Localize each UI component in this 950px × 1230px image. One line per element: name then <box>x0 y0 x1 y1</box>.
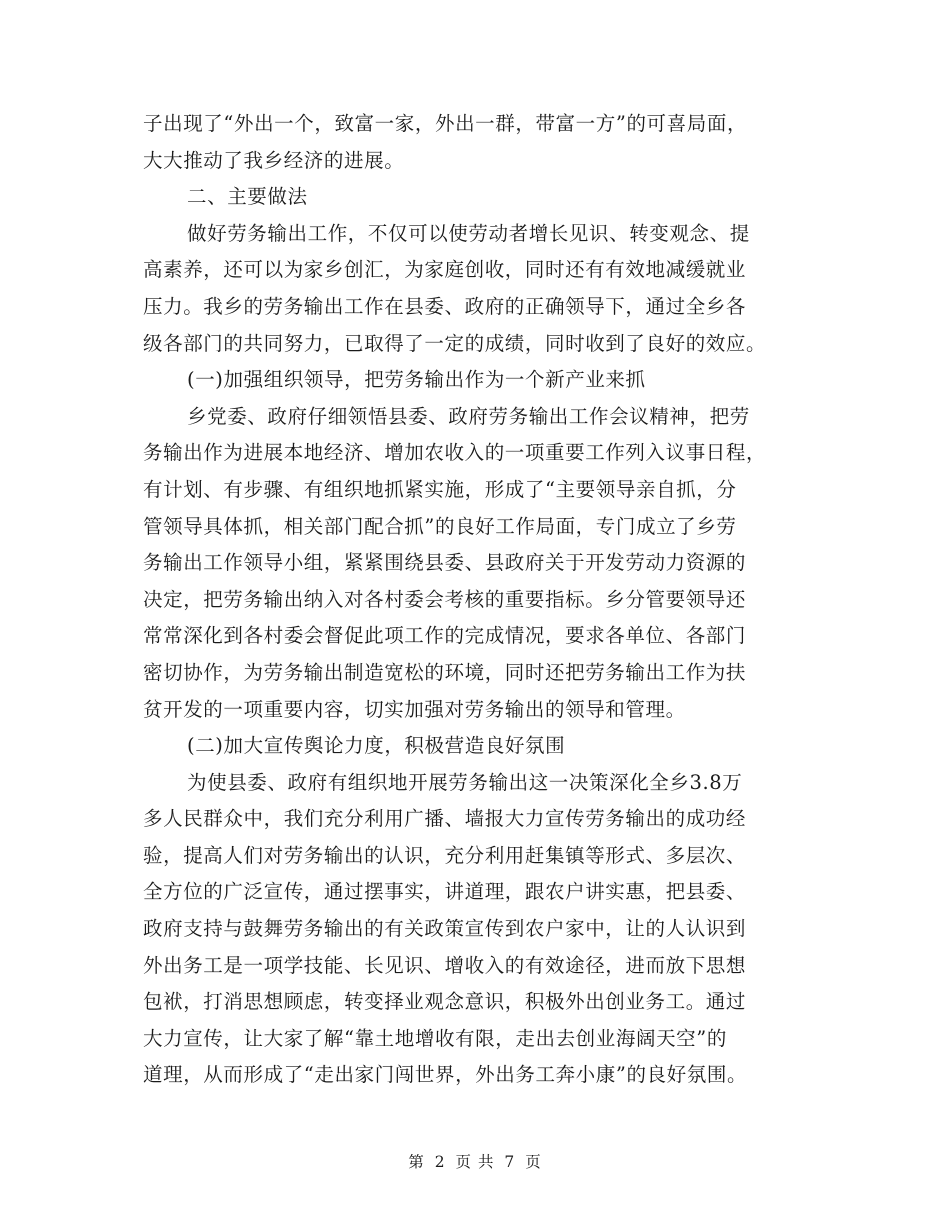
text-line: 大大推动了我乡经济的进展。 <box>143 148 405 172</box>
page-footer <box>0 1150 950 1172</box>
text-line: 决定，把劳务输出纳入对各村委会考核的重要指标。乡分管要领导还 <box>143 587 747 611</box>
text-line: 密切协作，为劳务输出制造宽松的环境，同时还把劳务输出工作为扶 <box>143 660 747 684</box>
text-line: 二、主要做法 <box>187 185 308 209</box>
text-line: 全方位的广泛宣传，通过摆事实，讲道理，跟农户讲实惠，把县委、 <box>143 880 747 904</box>
text-line: 包袱，打消思想顾虑，转变择业观念意识，积极外出创业务工。通过 <box>143 990 747 1014</box>
text-line: (二)加大宣传舆论力度，积极营造良好氛围 <box>187 734 566 758</box>
footer-total-pages: 7 <box>504 1153 516 1171</box>
text-line: 多人民群众中，我们充分利用广播、墙报大力宣传劳务输出的成功经 <box>143 807 747 831</box>
text-line: 常常深化到各村委会督促此项工作的完成情况，要求各单位、各部门 <box>143 624 747 648</box>
footer-current-page: 2 <box>434 1153 446 1171</box>
footer-prefix: 第 <box>408 1153 425 1171</box>
text-line: 为使县委、政府有组织地开展劳务输出这一决策深化全乡3.8万 <box>187 770 743 794</box>
text-line: 乡党委、政府仔细领悟县委、政府劳务输出工作会议精神，把劳 <box>187 404 750 428</box>
footer-suffix: 页 <box>525 1153 542 1171</box>
text-line: 高素养，还可以为家乡创汇，为家庭创收，同时还有有效地减缓就业 <box>143 258 747 282</box>
text-line: 级各部门的共同努力，已取得了一定的成绩，同时收到了良好的效应。 <box>143 331 767 355</box>
text-line: 管领导具体抓，相关部门配合抓”的良好工作局面，专门成立了乡劳 <box>143 514 737 538</box>
text-line: 做好劳务输出工作，不仅可以使劳动者增长见识、转变观念、提 <box>187 221 750 245</box>
text-line: 压力。我乡的劳务输出工作在县委、政府的正确领导下，通过全乡各 <box>143 294 747 318</box>
text-line: 有计划、有步骤、有组织地抓紧实施，形成了“主要领导亲自抓，分 <box>143 477 737 501</box>
text-line: (一)加强组织领导，把劳务输出作为一个新产业来抓 <box>187 368 646 392</box>
text-line: 道理，从而形成了“走出家门闯世界，外出务工奔小康”的良好氛围。 <box>143 1063 748 1087</box>
text-line: 子出现了“外出一个，致富一家，外出一群，带富一方”的可喜局面， <box>143 112 748 135</box>
text-line: 务输出工作领导小组，紧紧围绕县委、县政府关于开发劳动力资源的 <box>143 551 747 575</box>
text-line: 大力宣传，让大家了解“靠土地增收有限，走出去创业海阔天空”的 <box>143 1026 727 1050</box>
footer-middle: 页 共 <box>455 1153 495 1171</box>
text-line: 贫开发的一项重要内容，切实加强对劳务输出的领导和管理。 <box>143 697 686 721</box>
text-line: 务输出作为进展本地经济、增加农收入的一项重要工作列入议事日程， <box>143 441 767 465</box>
text-line: 外出务工是一项学技能、长见识、增收入的有效途径，进而放下思想 <box>143 953 747 977</box>
text-line: 政府支持与鼓舞劳务输出的有关政策宣传到农户家中，让的人认识到 <box>143 917 747 941</box>
text-line: 验，提高人们对劳务输出的认识，充分利用赶集镇等形式、多层次、 <box>143 843 747 867</box>
document-body <box>143 106 811 1094</box>
